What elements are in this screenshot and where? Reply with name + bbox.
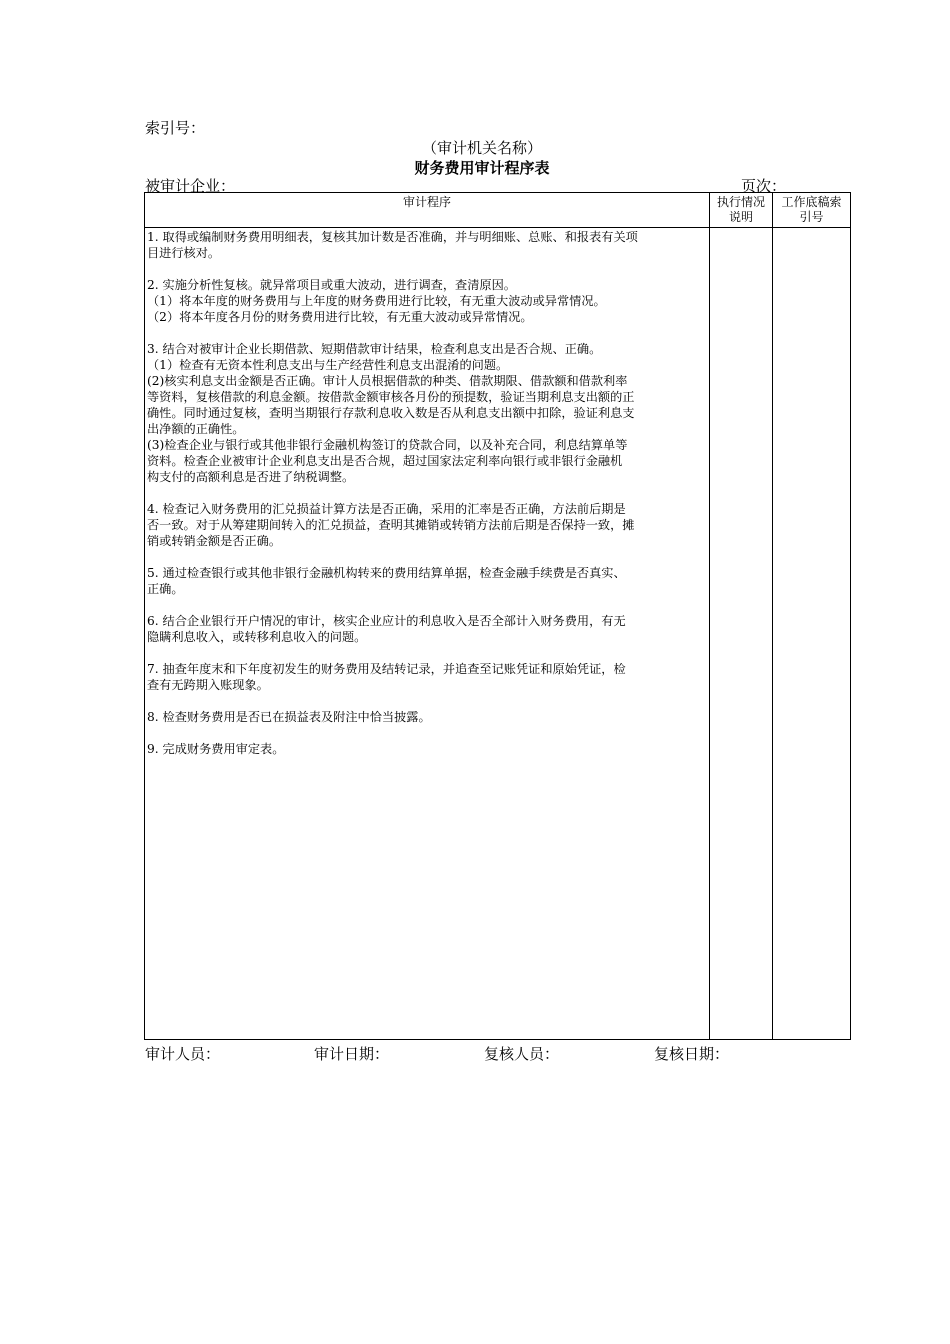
procedure-line: 确性。同时通过复核，查明当期银行存款利息收入数是否从利息支出额中扣除，验证利息支 [147,406,635,420]
procedure-line: 正确。 [147,582,184,596]
procedure-step [147,661,707,693]
page-number-label: 页次： [741,177,787,195]
procedure-step [147,229,707,261]
procedure-line: 隐瞒利息收入，或转移利息收入的问题。 [147,630,367,644]
procedure-step [147,341,707,485]
procedure-step [147,501,707,549]
audit-date-label: 审计日期： [314,1045,390,1063]
procedure-line: （1）将本年度的财务费用与上年度的财务费用进行比较，有无重大波动或异常情况。 [147,294,606,308]
procedure-line: （2）将本年度各月份的财务费用进行比较，有无重大波动或异常情况。 [147,310,533,324]
column-header-execution-line2: 说明 [728,210,753,224]
header-divider [145,227,850,228]
procedure-line: 查有无跨期入账现象。 [147,678,269,692]
procedure-line: (3)检查企业与银行或其他非银行金融机构签订的贷款合同，以及补充合同，利息结算单等 [147,438,628,452]
procedure-line: 7. 抽查年度末和下年度初发生的财务费用及结转记录，并追查至记账凭证和原始凭证，检 [147,662,626,676]
procedure-line: （1）检查有无资本性利息支出与生产经营性利息支出混淆的问题。 [147,358,509,372]
index-number-label: 索引号： [145,119,206,137]
procedure-line: (2)核实利息支出金额是否正确。审计人员根据借款的种类、借款期限、借款额和借款利率 [147,374,628,388]
procedure-step [147,709,707,725]
procedure-step [147,565,707,597]
review-date-label: 复核日期： [654,1045,730,1063]
auditee-label: 被审计企业： [145,177,236,195]
procedure-line: 出净额的正确性。 [147,422,245,436]
procedure-line: 构支付的高额利息是否进了纳税调整。 [147,470,355,484]
auditor-label: 审计人员： [145,1045,221,1063]
procedure-line: 否一致。对于从筹建期间转入的汇兑损益，查明其摊销或转销方法前后期是否保持一致，摊 [147,518,635,532]
procedure-line: 等资料，复核借款的利息金额。按借款金额审核各月份的预提数，验证当期利息支出额的正 [147,390,635,404]
column-header-execution-line1: 执行情况 [716,195,765,209]
column-header-procedure: 审计程序 [402,195,451,209]
procedure-line: 资料。检查企业被审计企业利息支出是否合规，超过国家法定利率向银行或非银行金融机 [147,454,623,468]
procedure-line: 3. 结合对被审计企业长期借款、短期借款审计结果，检查利息支出是否合规、正确。 [147,342,602,356]
page-title: 财务费用审计程序表 [414,159,550,177]
procedure-line: 1. 取得或编制财务费用明细表，复核其加计数是否准确，并与明细账、总账、和报表有关项 [147,230,638,244]
procedure-line: 2. 实施分析性复核。就异常项目或重大波动，进行调查，查清原因。 [147,278,516,292]
procedure-line: 5. 通过检查银行或其他非银行金融机构转来的费用结算单据，检查金融手续费是否真实、 [147,566,626,580]
procedure-line: 目进行核对。 [147,246,221,260]
column-header-workpaper-line1: 工作底稿索 [781,195,842,209]
column-header-execution [710,193,772,227]
procedure-line: 9. 完成财务费用审定表。 [147,742,285,756]
procedure-step [147,277,707,325]
procedure-step [147,613,707,645]
procedure-table [144,192,851,1040]
column-divider [709,193,710,1039]
procedure-line: 4. 检查记入财务费用的汇兑损益计算方法是否正确，采用的汇率是否正确，方法前后期是 [147,502,626,516]
column-divider [772,193,773,1039]
audit-org-name: （审计机关名称） [421,139,542,157]
procedure-line: 6. 结合企业银行开户情况的审计，核实企业应计的利息收入是否全部计入财务费用，有无 [147,614,626,628]
procedure-text-cell [147,229,707,773]
column-header-workpaper-line2: 引号 [799,210,824,224]
procedure-line: 8. 检查财务费用是否已在损益表及附注中恰当披露。 [147,710,431,724]
reviewer-label: 复核人员： [484,1045,560,1063]
procedure-line: 销或转销金额是否正确。 [147,534,282,548]
column-header-workpaper [773,193,850,227]
procedure-step [147,741,707,757]
